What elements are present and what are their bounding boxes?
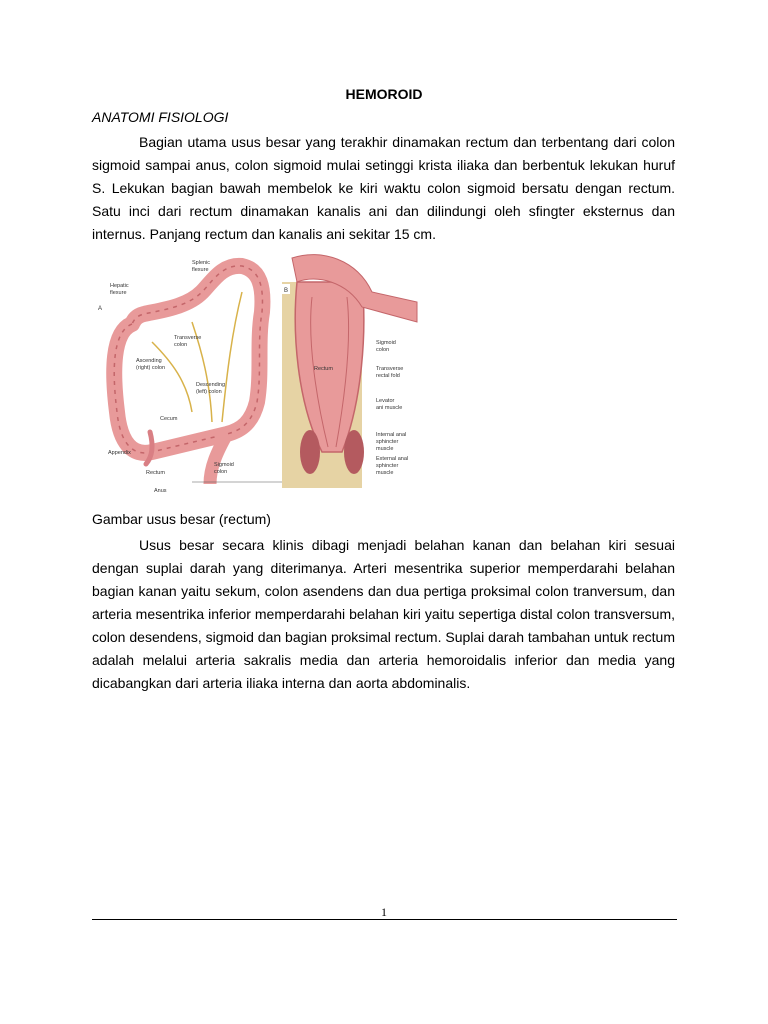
paragraph-anatomy: Bagian utama usus besar yang terakhir dinamakan rectum dan terbentang dari colon sigmoid sampai anus, colon sigmoid mulai setinggi krista iliaka dan berbentuk lekukan huruf S. Lekukan bagian bawah membelok ke kiri waktu colon sigmoid bersatu dengan rectum. Satu inci dari rectum dinamakan kanalis ani dan dilindungi oleh sfingter eksternus dan internus. Panjang rectum dan kanalis ani sekitar 15 cm. bbox=[92, 134, 675, 242]
panel-b-illustration bbox=[282, 255, 417, 488]
label-appendix: Appendix bbox=[108, 450, 131, 456]
sphincter-left bbox=[300, 430, 320, 474]
label-internal-3: muscle bbox=[376, 446, 394, 452]
label-hepatic-2: flexure bbox=[110, 290, 127, 296]
label-hepatic-1: Hepatic bbox=[110, 283, 129, 289]
label-external-3: muscle bbox=[376, 470, 394, 476]
label-ascending-2: (right) colon bbox=[136, 365, 166, 371]
colon-anatomy-figure bbox=[92, 252, 424, 500]
figure-caption: Gambar usus besar (rectum) bbox=[92, 511, 271, 527]
label-descending-1: Descending bbox=[196, 382, 226, 388]
label-external-1: External anal bbox=[376, 456, 409, 462]
label-cecum: Cecum bbox=[160, 416, 178, 422]
label-sigmoid-b-2: colon bbox=[376, 347, 390, 353]
label-levator-2: ani muscle bbox=[376, 405, 403, 411]
page-number: 1 bbox=[381, 905, 387, 919]
label-rectum-a: Rectum bbox=[146, 470, 165, 476]
document-title: HEMOROID bbox=[345, 86, 423, 102]
label-descending-2: (left) colon bbox=[196, 389, 222, 395]
label-sigmoid-a-1: Sigmoid bbox=[214, 462, 234, 468]
label-fold-2: rectal fold bbox=[376, 373, 400, 379]
label-sigmoid-b-1: Sigmoid bbox=[376, 340, 396, 346]
footer-rule bbox=[92, 919, 677, 920]
label-external-2: sphincter bbox=[376, 463, 399, 469]
sphincter-right bbox=[344, 430, 364, 474]
label-sigmoid-a-2: colon bbox=[214, 469, 228, 475]
label-splenic-2: flexure bbox=[192, 267, 209, 273]
panel-a-illustration bbox=[98, 260, 282, 494]
label-ascending-1: Ascending bbox=[136, 358, 162, 364]
label-transverse-1: Transverse bbox=[174, 335, 202, 341]
label-splenic-1: Splenic bbox=[192, 260, 211, 266]
section-heading: ANATOMI FISIOLOGI bbox=[92, 109, 229, 125]
label-anus: Anus bbox=[154, 488, 167, 494]
label-transverse-2: colon bbox=[174, 342, 188, 348]
label-internal-1: Internal anal bbox=[376, 432, 407, 438]
label-fold-1: Transverse bbox=[376, 366, 404, 372]
label-rectum-b: Rectum bbox=[314, 366, 333, 372]
label-internal-2: sphincter bbox=[376, 439, 399, 445]
panel-b-letter: B bbox=[284, 288, 289, 294]
paragraph-blood-supply: Usus besar secara klinis dibagi menjadi belahan kanan dan belahan kiri sesuai dengan suplai darah yang diterimanya. Arteri mesentrika superior memperdarahi belahan bagian kanan yaitu sekum, colon asendens dan dua pertiga proksimal colon tranversum, dan arteria mesentrika inferior memperdarahi belahan kiri yaitu sepertiga distal colon transversum, colon desendens, sigmoid dan bagian proksimal rectum. Suplai darah tambahan untuk rectum adalah melalui arteria sakralis media dan arteria hemoroidalis inferior dan media yang dicabangkan dari arteria iliaka interna dan aorta abdominalis. bbox=[92, 537, 675, 691]
label-levator-1: Levator bbox=[376, 398, 395, 404]
panel-a-letter: A bbox=[98, 306, 103, 312]
